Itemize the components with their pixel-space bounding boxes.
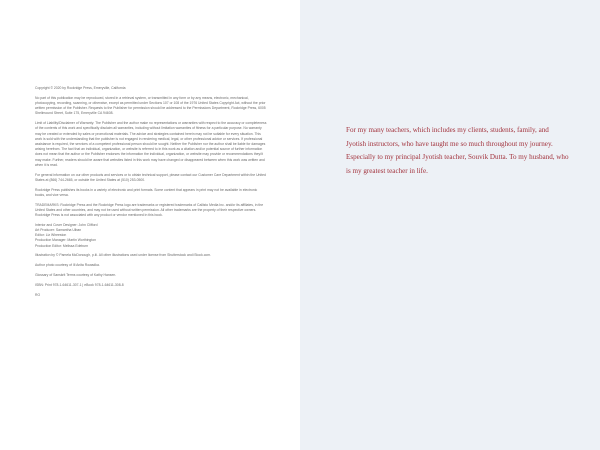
trademarks-note: TRADEMARKS: Rockridge Press and the Rockridge Press logo are trademarks or registered trademarks of Callisto Media Inc. and/or its affiliates, in the United States and other countries, and may not be used without written permission. All other trademarks are the property of their respective owners. Rockridge Press is not associated with any product or vendor mentioned in this book.: [35, 202, 264, 218]
copyright-line: Copyright © 2020 by Rockridge Press, Emeryville, California: [35, 86, 126, 90]
credit-art-producer: Art Producer: Samantha Ulban: [35, 228, 82, 233]
copyright-text-block: [35, 86, 267, 302]
printer-code: RO: [35, 292, 41, 297]
author-photo-credit: Author photo courtesy of Ill Anita Rowadka.: [35, 263, 100, 268]
credit-editor: Editor: Liz Wheeston: [35, 233, 67, 238]
credit-designer: Interior and Cover Designer: John Clifford: [35, 222, 98, 227]
credit-production-editor: Production Editor: Melissa Edeburn: [35, 243, 89, 248]
glossary-credit: Glossary of Sanskrit Terms courtesy of Kathy Hansen.: [35, 273, 117, 278]
support-info: For general information on our other products and services or to obtain technical support, please contact our Customer Care Department within the United States at (866) 744-2665, or outside the United States at (510) 253-0500.: [35, 172, 266, 182]
liability-disclaimer: Limit of Liability/Disclaimer of Warranty: The Publisher and the author make no representations or warranties with respect to the accuracy or completeness of the contents of this work and specifically disclaim all warranties, including without limitation warranties of fitness for a particular purpose. No warranty may be created or extended by sales or promotional materials. The advice and strategies contained herein may not be suitable for every situation. This work is sold with the understanding that the publisher is not engaged in rendering medical, legal, or other professional advice or services. If professional assistance is required, the services of a competent professional person should be sought. Neither the Publisher nor the author shall be liable for damages arising herefrom. The fact that an individual, organization, or website is referred to in this work as a citation and/or potential source of further information does not mean that the author or the Publisher endorses the information the individual, organization, or website may provide or recommendations they/it may make. Further, readers should be aware that websites listed in this work may have changed or disappeared between when this work was written and when it is read.: [35, 121, 267, 167]
isbn-line: ISBN: Print 978-1-64611-307-1 | eBook 978-1-64611-308-8: [35, 282, 124, 287]
reproduction-notice: No part of this publication may be reproduced, stored in a retrieval system, or transmitted in any form or by any means, electronic, mechanical, photocopying, recording, scanning, or otherwise, except as permitted under Sections 107 or 108 of the 1976 United States Copyright Act, without the prior written permission of the Publisher. Requests to the Publisher for permission should be addressed to the Permissions Department, Rockridge Press, 6005 Shellmound Street, Suite 175, Emeryville CA 94608.: [35, 95, 266, 116]
dedication-page: [300, 0, 600, 450]
formats-note: Rockridge Press publishes its books in a variety of electronic and print formats. Some content that appears in print may not be available in electronic books, and vice versa.: [35, 187, 258, 197]
credit-production-manager: Production Manager: Martin Worthington: [35, 238, 96, 243]
illustration-credit: Illustration by © Pamela McDonough, p.iii. All other illustrations used under license from Shutterstock and iStock.com.: [35, 253, 212, 258]
dedication-text: For my many teachers, which includes my clients, students, family, and Jyotish instructors, who have taught me so much throughout my journey. Especially to my principal Jyotish teacher, Souvik Dutta. To my husband, who is my greatest teacher in life.: [346, 126, 569, 175]
